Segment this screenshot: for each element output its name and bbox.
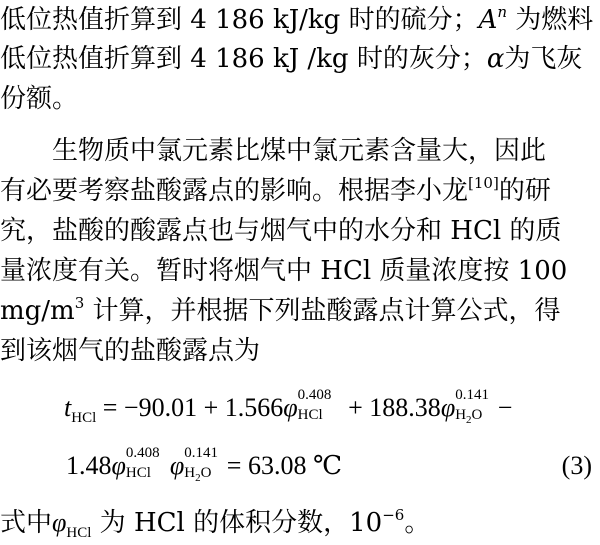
citation-ref: [10] (468, 174, 499, 192)
eq-h: H (455, 407, 467, 423)
subscript-hcl: HCl (66, 525, 92, 541)
paragraph-2-line-5 (0, 291, 600, 331)
text-segment: 为燃料 (507, 5, 594, 35)
text-segment: 计算，并根据下列盐酸露点计算公式，得 (84, 296, 561, 326)
text-line-3 (0, 79, 600, 119)
eq-term: 1.48 (66, 451, 112, 480)
text-segment: 究，盐酸的酸露点也与烟气中的水分和 HCl 的质 (0, 216, 562, 246)
equation-line-1 (64, 388, 512, 428)
eq-h: H (184, 465, 196, 481)
text-segment: 。 (404, 508, 431, 538)
eq-supsub (184, 445, 220, 484)
paragraph-2-line-2 (0, 171, 600, 211)
eq-exponent: 0.141 (184, 445, 219, 461)
paragraph-2-line-1 (52, 131, 600, 171)
eq-exponent: 0.141 (455, 387, 489, 403)
text-segment: 生物质中氯元素比煤中氯元素含量大，因此 (52, 136, 547, 166)
eq-term: = 63.08 ℃ (220, 451, 343, 480)
eq-supsub (125, 445, 170, 482)
eq-phi: φ (283, 393, 298, 422)
equation-line-2 (66, 446, 342, 486)
text-segment: 的研 (498, 176, 551, 206)
text-segment: 为飞灰 (504, 44, 583, 74)
eq-subscript-h2o (184, 466, 211, 482)
eq-term: − (491, 393, 513, 422)
eq-o: O (200, 465, 212, 481)
eq-sub: HCl (71, 410, 97, 426)
text-segment: 份额。 (0, 84, 79, 114)
eq-term: + 188.38 (341, 393, 441, 422)
eq-subscript-h2o (455, 408, 482, 424)
text-segment: 为 HCl 的体积分数，10 (91, 508, 383, 538)
eq-var-t: t (64, 393, 72, 422)
text-line-2 (0, 39, 600, 79)
text-segment: 到该烟气的盐酸露点为 (0, 336, 261, 366)
eq-subscript: HCl (297, 407, 323, 423)
text-segment: 量浓度有关。暂时将烟气中 HCl 质量浓度按 100 (0, 256, 568, 286)
text-segment: 有必要考察盐酸露点的影响。根据李小龙 (0, 176, 469, 206)
text-segment: 式中 (0, 508, 53, 538)
text-segment: mg/m (0, 296, 75, 326)
eq-exponent: 0.408 (125, 445, 160, 461)
paragraph-2-line-4 (0, 251, 600, 291)
paragraph-2-line-6 (0, 331, 600, 371)
eq-o: O (471, 407, 483, 423)
eq-phi: φ (169, 451, 185, 480)
text-line-tail (0, 503, 600, 543)
eq-exponent: 0.408 (297, 387, 332, 403)
paragraph-2-line-3 (0, 211, 600, 251)
text-segment: 低位热值折算到 4 186 kJ/kg 时的硫分； (0, 5, 479, 35)
eq-2: 2 (195, 472, 201, 484)
text-line-1 (0, 0, 600, 40)
eq-phi: φ (440, 393, 456, 422)
symbol-phi: φ (52, 508, 67, 537)
superscript: 3 (74, 294, 85, 312)
superscript: −6 (382, 506, 405, 524)
superscript-n: n (497, 3, 508, 21)
symbol-alpha: α (486, 44, 505, 74)
equation-number: (3) (561, 451, 592, 480)
eq-phi: φ (111, 451, 126, 480)
eq-supsub (455, 387, 491, 426)
symbol-A: A (478, 5, 498, 35)
eq-2: 2 (466, 414, 472, 426)
text-segment: 低位热值折算到 4 186 kJ /kg 时的灰分； (0, 44, 487, 74)
eq-subscript: HCl (125, 465, 151, 481)
eq-term: = −90.01 + 1.566 (96, 393, 284, 422)
eq-supsub (297, 387, 342, 424)
